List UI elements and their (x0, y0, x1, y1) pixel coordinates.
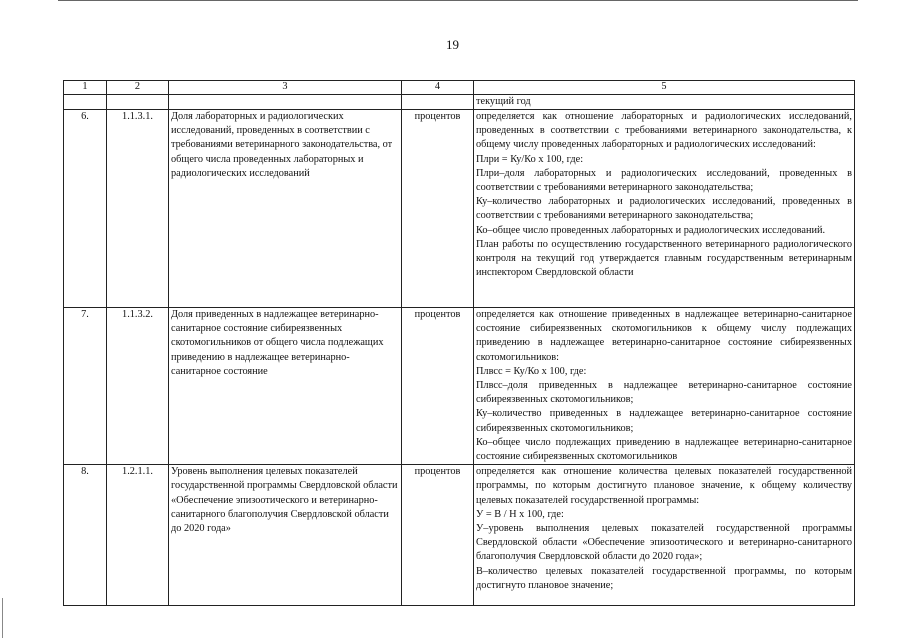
indicator-unit: процентов (402, 465, 474, 606)
variable-definition: Плри–доля лабораторных и радиологических исследований, проведенных в соответствии с требованиями ветеринарного законодательства; (476, 167, 852, 194)
column-number-3: 3 (169, 81, 402, 95)
row-code: 1.1.3.1. (107, 110, 169, 308)
scan-edge-line (58, 0, 858, 1)
row-code: 1.1.3.2. (107, 308, 169, 465)
variable-definition: Ко–общее число подлежащих приведению в надлежащее ветеринарно-санитарное состояние сибиреязвенных скотомогильников (476, 436, 852, 463)
table-row (64, 308, 855, 465)
variable-definition: У–уровень выполнения целевых показателей государственной программы Свердловской области «Обеспечение эпизоотического и ветеринарно-санитарного благополучия Свердловской области до 2020 года»; (476, 523, 852, 563)
row-number: 8. (64, 465, 107, 606)
column-number-5: 5 (474, 81, 855, 95)
indicator-name: Доля лабораторных и радиологических исследований, проведенных в соответствии с требованиями ветеринарного законодательства, от общего числа проведенных лабораторных и радиологических исследований (169, 110, 402, 308)
indicator-table (63, 80, 855, 606)
method-text: определяется как отношение лабораторных и радиологических исследований, проведенных в соответствии с требованиями ветеринарного законодательства, к общему числу проведенных лабораторных и радиологических исследований: (476, 111, 852, 151)
indicator-unit: процентов (402, 308, 474, 465)
indicator-unit: процентов (402, 110, 474, 308)
table-header-row (64, 81, 855, 95)
indicator-name: Доля приведенных в надлежащее ветеринарно-санитарное состояние сибиреязвенных скотомогильников от общего числа подлежащих приведению в надлежащее ветеринарно-санитарное состояние (169, 308, 402, 465)
variable-definition: Плвсс–доля приведенных в надлежащее ветеринарно-санитарное состояние сибиреязвенных скотомогильников; (476, 380, 852, 406)
continuation-row (64, 95, 855, 110)
variable-definition: Ко–общее число проведенных лабораторных и радиологических исследований. (476, 224, 826, 236)
row-code: 1.2.1.1. (107, 465, 169, 606)
table-row (64, 465, 855, 606)
formula-text: Плри = Ку/Ко x 100, где: (476, 153, 584, 165)
column-number-1: 1 (64, 81, 107, 95)
calculation-method (474, 110, 855, 308)
calculation-method (474, 465, 855, 606)
variable-definition: В–количество целевых показателей государственной программы, по которым достигнуто плановое значение; (476, 565, 852, 591)
row-number: 7. (64, 308, 107, 465)
formula-text: У = В / Н x 100, где: (476, 508, 564, 520)
row-number: 6. (64, 110, 107, 308)
table-row (64, 110, 855, 308)
formula-text: Плвсс = Ку/Ко x 100, где: (476, 365, 587, 377)
scan-margin-mark (2, 598, 3, 638)
page-number: 19 (446, 37, 459, 52)
plan-note: План работы по осуществлению государственного ветеринарного радиологического контроля на текущий год утверждается главным государственным ветеринарным инспектором Свердловской области (476, 238, 852, 279)
continuation-text: текущий год (474, 95, 855, 110)
calculation-method (474, 308, 855, 465)
variable-definition: Ку–количество приведенных в надлежащее ветеринарно-санитарное состояние сибиреязвенных скотомогильников; (476, 408, 852, 434)
variable-definition: Ку–количество лабораторных и радиологических исследований, проведенных в соответствии с требованиями ветеринарного законодательства; (476, 196, 852, 222)
method-text: определяется как отношение количества целевых показателей государственной программы, по которым достигнуто плановое значение, к общему количеству целевых показателей государственной программы: (476, 466, 852, 506)
column-number-2: 2 (107, 81, 169, 95)
method-text: определяется как отношение приведенных в надлежащее ветеринарно-санитарное состояние сибиреязвенных скотомогильников к общему числу подлежащих приведению в надлежащее ветеринарно-санитарное состояние сибиреязвенных скотомогильников: (476, 309, 852, 363)
indicator-name: Уровень выполнения целевых показателей государственной программы Свердловской области «Обеспечение эпизоотического и ветеринарно-санитарного благополучия Свердловской области до 2020 года» (169, 465, 402, 606)
column-number-4: 4 (402, 81, 474, 95)
